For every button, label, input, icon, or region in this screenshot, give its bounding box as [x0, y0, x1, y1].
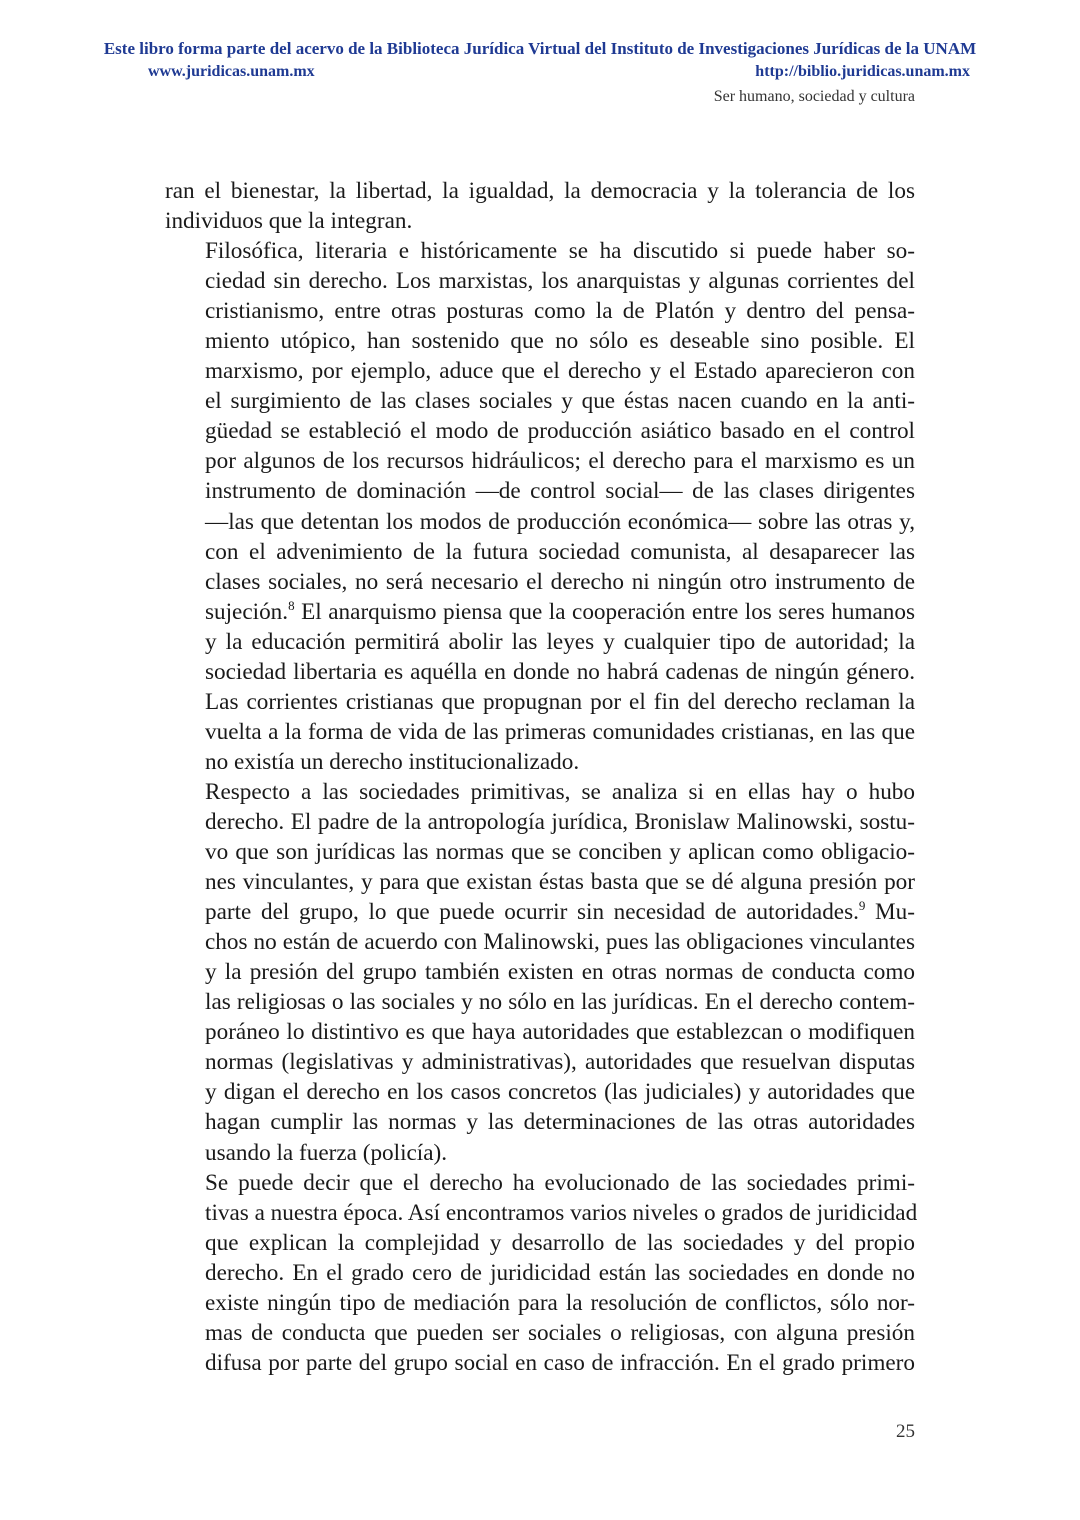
- text-line: individuos que la integran.: [165, 208, 413, 235]
- paragraph-3: [165, 777, 915, 1168]
- text-line: no existía un derecho institucionalizado.: [205, 748, 580, 775]
- paragraph-4: [165, 1168, 918, 1378]
- text-line: —las que detentan los modos de producción económica— sobre las otras y,: [205, 508, 915, 535]
- text-line: y la educación permitirá abolir las leyes y cualquier tipo de autoridad; la: [205, 628, 915, 655]
- banner-links: [60, 61, 1020, 83]
- text-line: Las corrientes cristianas que propugnan por el fin del derecho reclaman la: [205, 688, 915, 715]
- text-line: marxismo, por ejemplo, aduce que el derecho y el Estado aparecieron con: [205, 358, 915, 385]
- text-line: cristianismo, entre otras posturas como la de Platón y dentro del pensa-: [205, 298, 915, 325]
- body-text: [165, 176, 918, 1378]
- text-line: que explican la complejidad y desarrollo de las sociedades y del propio: [205, 1229, 915, 1256]
- text-line: derecho. El padre de la antropología jurídica, Bronislaw Malinowski, sostu-: [205, 808, 915, 835]
- paragraph-1: [165, 176, 915, 236]
- text-line: mas de conducta que pueden ser sociales o religiosas, con alguna presión: [205, 1319, 915, 1346]
- running-head: Ser humano, sociedad y cultura: [713, 88, 915, 105]
- paragraph-2: [165, 236, 915, 777]
- text-line: y la presión del grupo también existen en otras normas de conducta como: [205, 959, 915, 986]
- text-line: hagan cumplir las normas y las determinaciones de las otras autoridades: [205, 1109, 915, 1136]
- text-line: tivas a nuestra época. Así encontramos varios niveles o grados de juridicidad: [205, 1199, 918, 1226]
- text-line: difusa por parte del grupo social en caso de infracción. En el grado primero: [205, 1349, 915, 1376]
- biblio-link[interactable]: http://biblio.juridicas.unam.mx: [755, 63, 970, 80]
- text-line: clases sociales, no será necesario el derecho ni ningún otro instrumento de: [205, 568, 915, 595]
- footnote-ref-9[interactable]: 9: [858, 898, 866, 914]
- text-fragment: Mu-: [865, 899, 915, 926]
- text-line-with-footnote-9: [165, 897, 915, 927]
- text-line: güedad se estableció el modo de producción asiático basado en el control: [205, 418, 915, 445]
- text-line: poráneo lo distintivo es que haya autoridades que establezcan o modifiquen: [205, 1019, 915, 1046]
- footnote-ref-8[interactable]: 8: [288, 597, 295, 613]
- text-line: las religiosas o las sociales y no sólo en las jurídicas. En el derecho contem-: [205, 989, 915, 1016]
- text-line: sociedad libertaria es aquélla en donde no habrá cadenas de ningún género.: [205, 658, 915, 685]
- banner-title: Este libro forma parte del acervo de la Biblioteca Jurídica Virtual del Instituto de Investigaciones Jurídicas de la UNAM: [103, 39, 977, 58]
- text-line: ciedad sin derecho. Los marxistas, los anarquistas y algunas corrientes del: [205, 268, 915, 295]
- text-line: vo que son jurídicas las normas que se conciben y aplican como obligacio-: [205, 839, 915, 866]
- text-line: miento utópico, han sostenido que no sólo es deseable sino posible. El: [205, 328, 915, 355]
- text-line: ran el bienestar, la libertad, la igualdad, la democracia y la tolerancia de los: [165, 178, 915, 204]
- text-line: y digan el derecho en los casos concretos (las judiciales) y autoridades que: [205, 1079, 915, 1106]
- text-fragment: El anarquismo piensa que la cooperación entre los seres humanos: [294, 598, 915, 625]
- text-line: el surgimiento de las clases sociales y que éstas nacen cuando en la anti-: [205, 388, 915, 415]
- text-line: existe ningún tipo de mediación para la resolución de conflictos, sólo nor-: [205, 1289, 915, 1316]
- text-line-with-footnote-8: [165, 597, 915, 627]
- text-fragment: parte del grupo, lo que puede ocurrir sin necesidad de autoridades.: [205, 899, 859, 926]
- library-banner: [60, 38, 1020, 83]
- text-line: normas (legislativas y administrativas), autoridades que resuelvan disputas: [205, 1049, 915, 1076]
- text-line: Se puede decir que el derecho ha evolucionado de las sociedades primi-: [205, 1169, 915, 1196]
- text-line: Respecto a las sociedades primitivas, se analiza si en ellas hay o hubo: [205, 778, 915, 805]
- text-line: Filosófica, literaria e históricamente se ha discutido si puede haber so-: [205, 238, 915, 265]
- text-line: instrumento de dominación —de control social— de las clases dirigentes: [205, 478, 915, 505]
- text-line: con el advenimiento de la futura sociedad comunista, al desaparecer las: [205, 538, 915, 565]
- text-line: por algunos de los recursos hidráulicos; el derecho para el marxismo es un: [205, 448, 915, 475]
- text-fragment: sujeción.: [205, 598, 289, 625]
- text-line: nes vinculantes, y para que existan éstas basta que se dé alguna presión por: [205, 869, 915, 896]
- text-line: vuelta a la forma de vida de las primeras comunidades cristianas, en las que: [205, 718, 915, 745]
- juridicas-link[interactable]: www.juridicas.unam.mx: [148, 63, 315, 80]
- text-line: usando la fuerza (policía).: [205, 1139, 448, 1166]
- text-line: derecho. En el grado cero de juridicidad están las sociedades en donde no: [205, 1259, 915, 1286]
- page-number: 25: [896, 1421, 915, 1442]
- text-line: chos no están de acuerdo con Malinowski, pues las obligaciones vinculantes: [205, 929, 915, 956]
